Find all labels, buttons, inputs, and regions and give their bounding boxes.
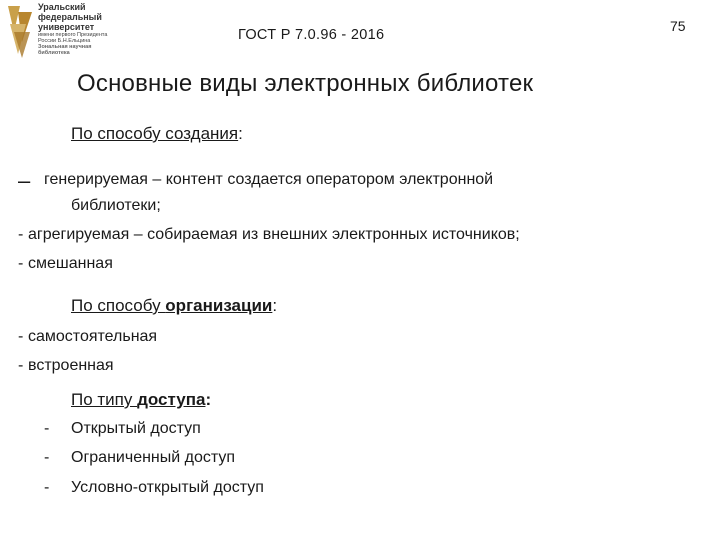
list-item-text: встроенная [28, 357, 114, 374]
section-heading-access [71, 390, 211, 410]
list-item: Условно-открытый доступ [71, 479, 264, 496]
logo-line-3: университет [38, 22, 95, 32]
logo-line-7: библиотека [38, 50, 70, 56]
logo-line-1: Уральский [38, 2, 86, 12]
section-heading-access-bold: доступа [137, 390, 206, 409]
section-heading-access-colon: : [205, 390, 212, 409]
logo-line-6: Зональная научная [38, 44, 92, 50]
list-item: Ограниченный доступ [71, 449, 236, 466]
list-item-text: самостоятельная [28, 328, 158, 345]
section-heading-creation-colon: : [238, 124, 243, 143]
logo-line-4: имени первого Президента [38, 32, 108, 38]
ural-university-emblem-icon [4, 2, 38, 60]
list-item: генерируемая – контент создается оператором электронной [44, 171, 494, 188]
logo-line-2: федеральный [38, 12, 102, 22]
logo-line-5: России Б.Н.Ельцина [38, 38, 91, 44]
list-item: - встроенная [18, 357, 114, 374]
list-item-text: смешанная [28, 255, 113, 272]
section-heading-organization [71, 296, 277, 316]
section-heading-organization-text: По способу организации [71, 296, 273, 315]
page-number: 75 [670, 18, 686, 34]
logo-text [38, 2, 107, 56]
gost-standard-label: ГОСТ Р 7.0.96 - 2016 [238, 27, 385, 43]
list-item-continuation: библиотеки; [71, 197, 161, 214]
list-item-text: агрегируемая – собираемая из внешних электронных источников; [28, 226, 520, 243]
access-dash-3: - [44, 479, 50, 496]
bullet-dash: – [18, 168, 31, 193]
section-heading-creation-text: По способу создания [71, 124, 239, 143]
slide-title: Основные виды электронных библиотек [77, 70, 534, 97]
list-item: Открытый доступ [71, 420, 201, 437]
section-heading-organization-colon: : [272, 296, 278, 315]
list-item: - агрегируемая – собираемая из внешних электронных источников; [18, 226, 520, 243]
section-heading-creation [71, 124, 243, 144]
list-item: - самостоятельная [18, 328, 158, 345]
section-heading-access-text: По типу доступа [71, 390, 206, 409]
list-item: - смешанная [18, 255, 113, 272]
section-heading-organization-bold: организации [165, 296, 273, 315]
access-dash-2: - [44, 449, 50, 466]
access-dash-1: - [44, 420, 50, 437]
